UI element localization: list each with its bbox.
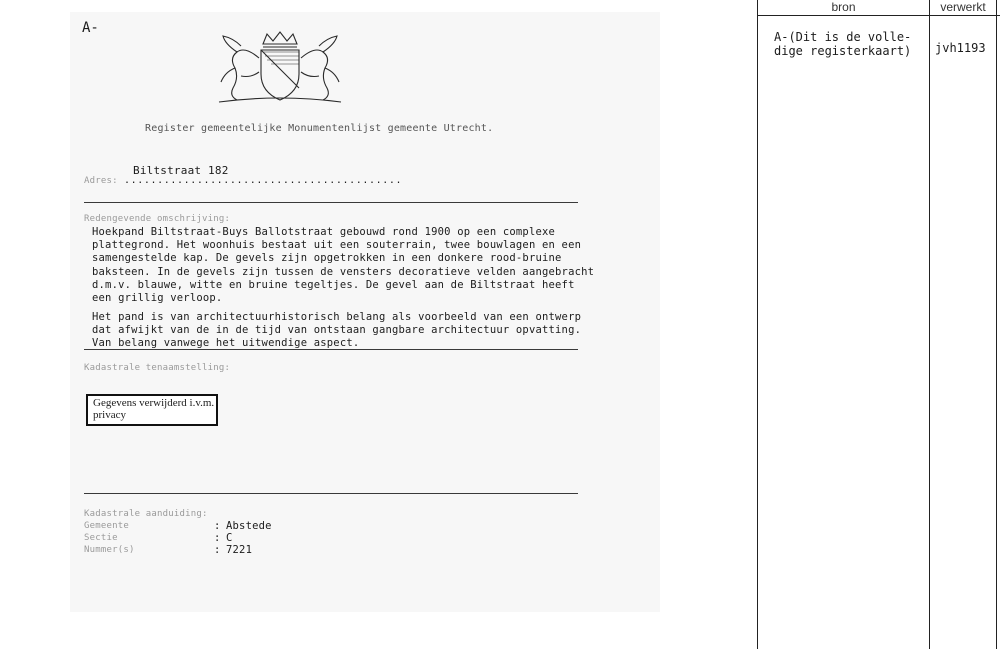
verwerkt-initials: jvh1193: [935, 41, 986, 55]
privacy-box: [86, 394, 218, 426]
divider-2: [84, 349, 578, 350]
cadastral-value: 7221: [226, 544, 253, 556]
column-border-middle: [929, 0, 930, 649]
cadastral-key: Nummer(s): [84, 545, 135, 555]
card-marker: A-: [82, 20, 99, 36]
description-line: samengestelde kap. De gevels zijn opgetrokken in een donkere rood-bruine: [92, 252, 562, 265]
description-line: d.m.v. blauwe, witte en bruine tegeltjes. De gevel aan de Biltstraat heeft: [92, 278, 575, 291]
cadastral-sep: :: [214, 520, 221, 532]
significance-line: Het pand is van architectuurhistorisch belang als voorbeeld van een ontwerp: [92, 311, 582, 323]
header-divider: [757, 15, 1000, 16]
cadastral-value: Abstede: [226, 520, 272, 532]
divider-1: [84, 202, 578, 203]
privacy-line-2: privacy: [93, 409, 126, 421]
description-line: baksteen. In de gevels zijn tussen de vensters decoratieve velden aangebracht: [92, 265, 595, 278]
description-line: Hoekpand Biltstraat-Buys Ballotstraat gebouwd rond 1900 op een complexe: [92, 226, 556, 238]
description-line: een grillig verloop.: [92, 292, 223, 305]
privacy-line-1: Gegevens verwijderd i.v.m.: [93, 397, 215, 409]
cadastral-sep: :: [214, 544, 221, 556]
coat-of-arms-icon: [215, 28, 345, 106]
cadastral-label: Kadastrale aanduiding:: [84, 509, 208, 519]
bron-note: [774, 30, 911, 58]
address-label: Adres:: [84, 176, 118, 186]
address-value: Biltstraat 182: [133, 164, 229, 177]
description-text: [92, 226, 594, 305]
divider-3: [84, 493, 578, 494]
significance-text: [92, 311, 581, 351]
description-line: plattegrond. Het woonhuis bestaat uit een souterrain, twee bouwlagen en een: [92, 239, 582, 252]
significance-line: dat afwijkt van de in de tijd van ontstaan gangbare architectuur opvatting.: [92, 324, 582, 337]
cadastral-value: C: [226, 532, 233, 544]
column-header-verwerkt: verwerkt: [940, 0, 986, 14]
significance-line: Van belang vanwege het uitwendige aspect.: [92, 337, 360, 350]
register-title: Register gemeentelijke Monumentenlijst gemeente Utrecht.: [145, 123, 494, 134]
cadastral-key: Gemeente: [84, 521, 129, 531]
column-header-bron: bron: [831, 0, 856, 14]
cadastral-key: Sectie: [84, 533, 118, 543]
column-border-right: [996, 0, 997, 649]
owner-label: Kadastrale tenaamstelling:: [84, 363, 231, 373]
address-dots: ..........................................: [124, 175, 403, 186]
column-border-left: [757, 0, 758, 649]
bron-note-line: A-(Dit is de volle-: [774, 30, 912, 44]
bron-note-line: dige registerkaart): [774, 44, 912, 58]
description-label: Redengevende omschrijving:: [84, 214, 231, 224]
cadastral-sep: :: [214, 532, 221, 544]
